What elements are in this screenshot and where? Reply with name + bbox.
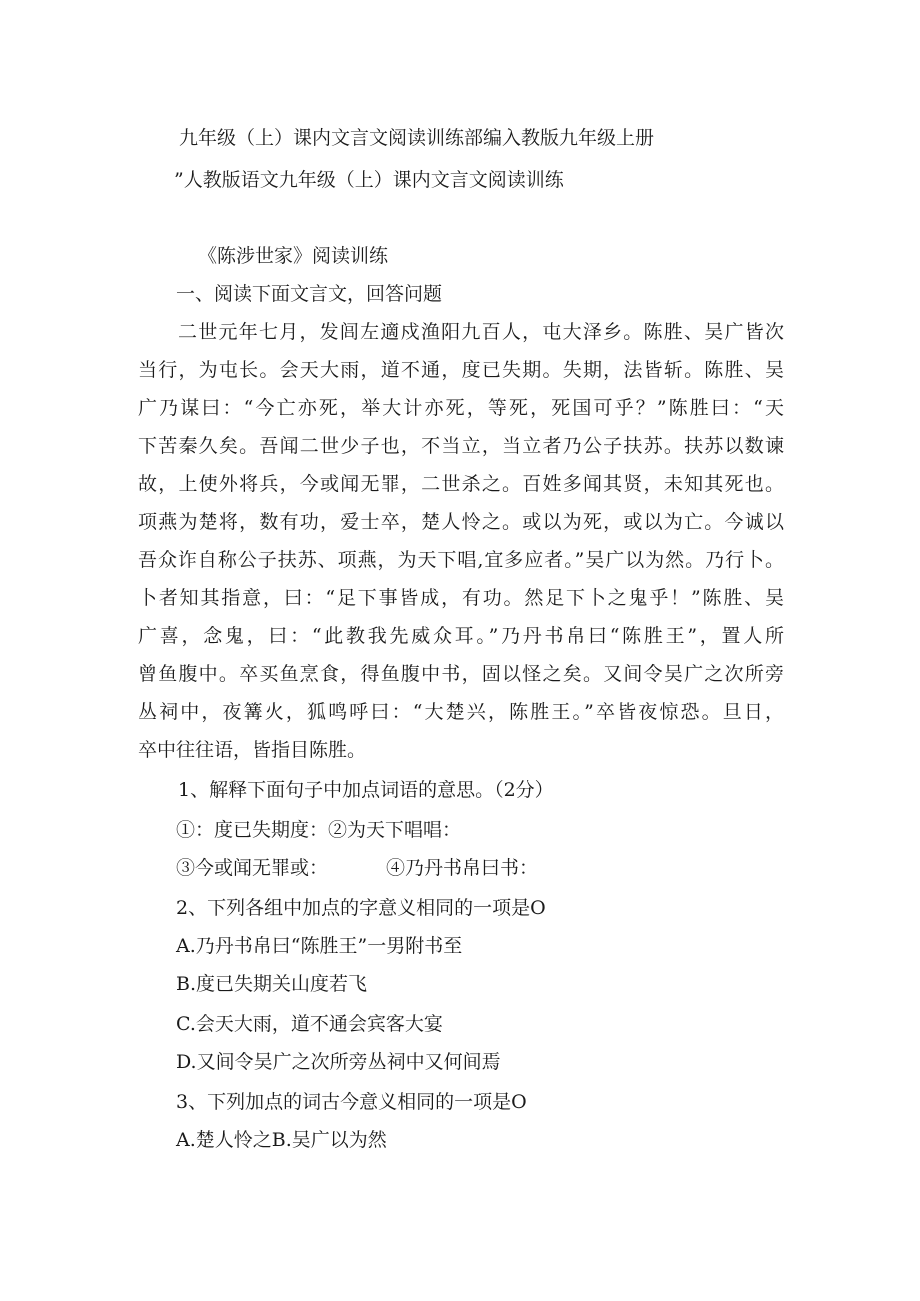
passage-line: 广乃谋曰：“今亡亦死，举大计亦死，等死，死国可乎？”陈胜曰：“天 (138, 397, 784, 419)
question-1-items-a-b: ①：度已失期度：②为天下唱唱： (176, 819, 462, 841)
passage-line: 卒中往往语，皆指目陈胜。 (138, 739, 367, 761)
question-2-option-b: B.度已失期关山度若飞 (176, 973, 368, 995)
document-title-line-2: ”人教版语文九年级（上）课内文言文阅读训练 (174, 169, 564, 191)
question-2-option-d: D.又间令吴广之次所旁丛祠中又何间焉 (176, 1051, 501, 1073)
passage-line: 卜者知其指意，曰：“足下事皆成，有功。然足下卜之鬼乎！”陈胜、吴 (138, 587, 784, 609)
passage-line: 广喜，念鬼，曰：“此教我先威众耳。”乃丹书帛曰“陈胜王”，置人所 (138, 625, 784, 647)
passage-line: 丛祠中，夜篝火，狐鸣呼曰：“大楚兴，陈胜王。”卒皆夜惊恐。旦日， (138, 701, 784, 723)
section-heading: 《陈涉世家》阅读训练 (198, 245, 389, 267)
question-2: 2、下列各组中加点的字意义相同的一项是O (176, 897, 546, 919)
question-1-item-d: ④乃丹书帛曰书： (386, 857, 539, 879)
passage-line: 项燕为楚将，数有功，爱士卒，楚人怜之。或以为死，或以为亡。今诚以 (138, 511, 784, 533)
document-title-line-1: 九年级（上）课内文言文阅读训练部编入教版九年级上册 (179, 127, 655, 149)
passage-line: 故，上使外将兵，今或闻无罪，二世杀之。百姓多闻其贤，未知其死也。 (138, 473, 784, 495)
question-2-option-a: A.乃丹书帛曰“陈胜王”一男附书至 (176, 935, 463, 957)
question-3-options-a-b: A.楚人怜之B.吴广以为然 (176, 1129, 387, 1151)
part-one-heading: 一、阅读下面文言文，回答问题 (176, 283, 443, 305)
passage-line: 当行，为屯长。会天大雨，道不通，度已失期。失期，法皆斩。陈胜、吴 (138, 359, 784, 381)
question-1: 1、解释下面句子中加点词语的意思。（2分） (178, 779, 554, 801)
passage-line: 曾鱼腹中。卒买鱼烹食，得鱼腹中书，固以怪之矣。又间令吴广之次所旁 (138, 663, 784, 685)
question-3: 3、下列加点的词古今意义相同的一项是O (176, 1091, 527, 1113)
passage-line: 下苦秦久矣。吾闻二世少子也，不当立，当立者乃公子扶苏。扶苏以数谏 (138, 435, 784, 457)
passage-line: 吾众诈自称公子扶苏、项燕，为天下唱,宜多应者。”吴广以为然。乃行卜。 (138, 549, 784, 571)
passage-line: 二世元年七月，发闾左適戍渔阳九百人，屯大泽乡。陈胜、吴广皆次 (178, 321, 784, 343)
question-2-option-c: C.会天大雨，道不通会宾客大宴 (176, 1013, 443, 1035)
question-1-item-c: ③今或闻无罪或： (176, 857, 329, 879)
